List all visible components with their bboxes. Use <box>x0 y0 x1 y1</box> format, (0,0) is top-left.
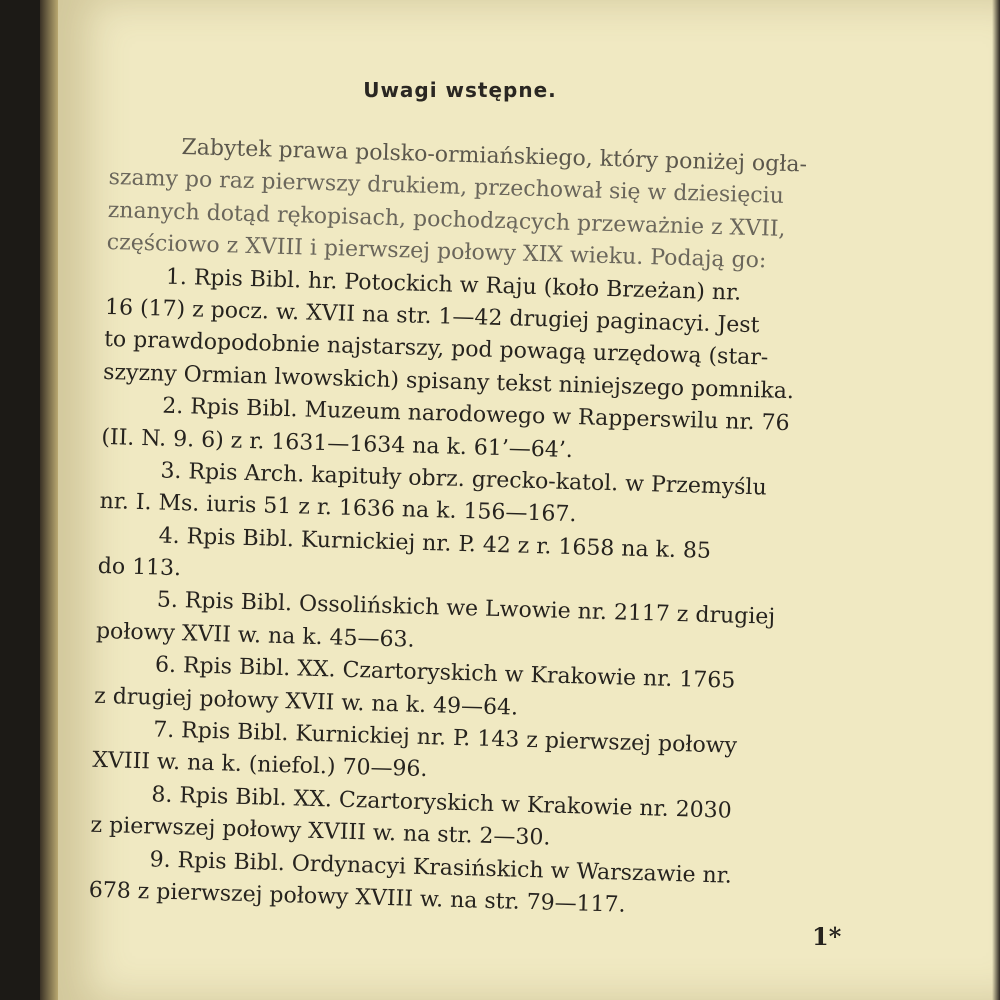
list-item-4-cont: do 113. <box>97 553 182 582</box>
list-item-3-cont: nr. I. Ms. iuris 51 z r. 1636 na k. 156—167. <box>99 489 577 528</box>
list-item-8: 8. Rpis Bibl. XX. Czartoryskich w Krakowie nr. 2030 <box>151 782 732 824</box>
list-item-1-cont: 16 (17) z pocz. w. XVII na str. 1—42 drugiej paginacyi. Jest <box>104 294 760 339</box>
intro-line: szamy po raz pierwszy drukiem, przechował się w dziesięciu <box>108 165 785 210</box>
list-item-9-cont: 678 z pierwszej połowy XVIII w. na str. 79—117. <box>88 877 626 918</box>
list-item-3: 3. Rpis Arch. kapituły obrz. grecko-katol. w Przemyślu <box>160 458 768 501</box>
list-item-1: 1. Rpis Bibl. hr. Potockich w Raju (koło Brzeżan) nr. <box>165 264 742 306</box>
list-item-6-cont: z drugiej połowy XVII w. na k. 49—64. <box>93 683 519 721</box>
section-title: Uwagi wstępne. <box>363 78 557 102</box>
list-item-5-cont: połowy XVII w. na k. 45—63. <box>95 618 415 653</box>
list-item-1-cont: to prawdopodobnie najstarszy, pod powagą urzędową (star- <box>103 327 769 371</box>
page-edge-shadow <box>992 0 1000 1000</box>
list-item-1-cont: szyzny Ormian lwowskich) spisany tekst niniejszego pomnika. <box>102 359 795 404</box>
list-item-5: 5. Rpis Bibl. Ossolińskich we Lwowie nr. 2117 z drugiej <box>156 587 776 631</box>
list-item-2: 2. Rpis Bibl. Muzeum narodowego w Rapperswilu nr. 76 <box>161 393 790 437</box>
list-item-4: 4. Rpis Bibl. Kurnickiej nr. P. 42 z r. 1658 na k. 85 <box>158 523 712 564</box>
list-item-2-cont: (II. N. 9. 6) z r. 1631—1634 na k. 61’—64’. <box>101 424 574 463</box>
intro-line: częściowo z XVIII i pierwszej połowy XIX wieku. Podają go: <box>106 230 767 274</box>
list-item-6: 6. Rpis Bibl. XX. Czartoryskich w Krakowie nr. 1765 <box>154 652 736 694</box>
list-item-7-cont: XVIII w. na k. (niefol.) 70—96. <box>92 748 428 783</box>
document-body <box>88 130 839 927</box>
list-item-7: 7. Rpis Bibl. Kurnickiej nr. P. 143 z pierwszej połowy <box>152 717 738 759</box>
list-item-8-cont: z pierwszej połowy XVIII w. na str. 2—30. <box>90 812 551 851</box>
list-item-9: 9. Rpis Bibl. Ordynacyi Krasińskich w Warszawie nr. <box>149 846 733 889</box>
intro-line: Zabytek prawa polsko-ormiańskiego, który poniżej ogła- <box>181 135 808 178</box>
intro-line: znanych dotąd rękopisach, pochodzących przeważnie z XVII, <box>107 197 786 242</box>
page-signature-marker: 1* <box>812 922 842 951</box>
